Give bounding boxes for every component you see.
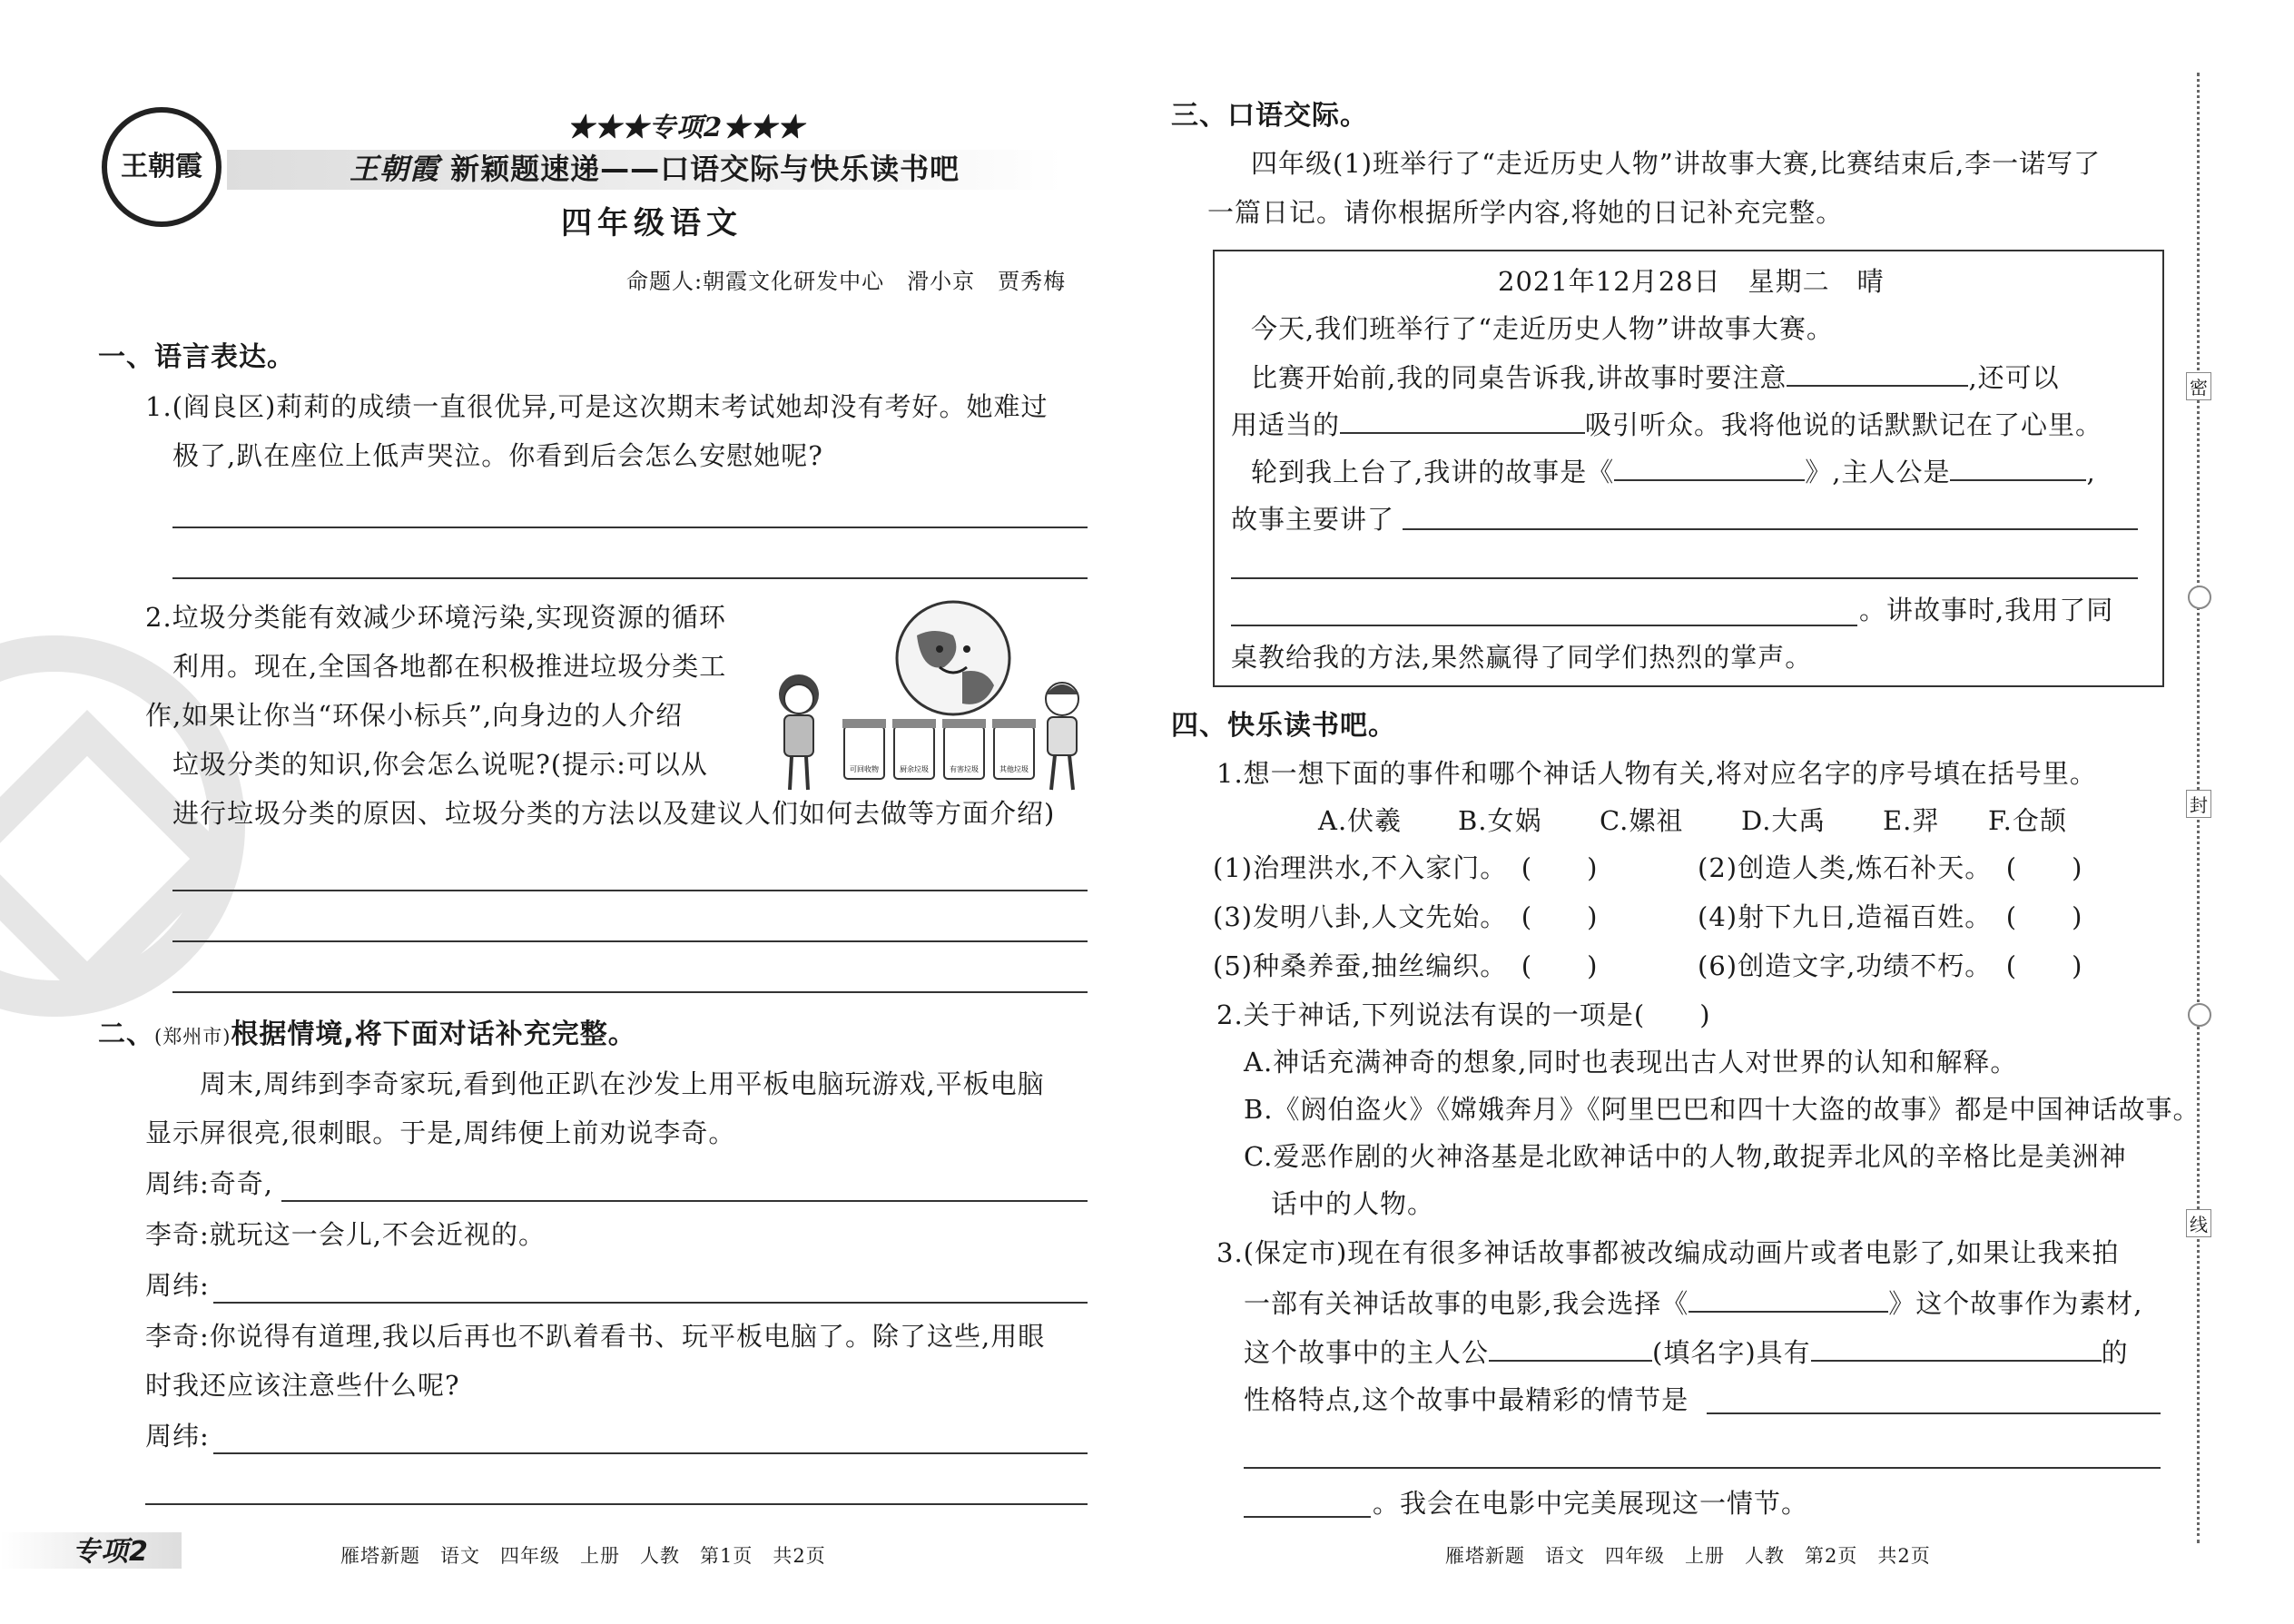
- blank[interactable]: [1489, 1333, 1652, 1362]
- reading-q3-line-1: 3.(保定市)现在有很多神话故事都被改编成动画片或者电影了,如果让我来拍: [1216, 1237, 2120, 1268]
- reading-q1: 1.想一想下面的事件和哪个神话人物有关,将对应名字的序号填在括号里。: [1216, 758, 2097, 789]
- blank[interactable]: [1811, 1333, 2102, 1362]
- answer-line[interactable]: [1231, 625, 1857, 626]
- reading-q3-line-3: 这个故事中的主人公 (填名字)具有 的: [1244, 1333, 2129, 1371]
- bin-label: 其他垃圾: [999, 765, 1029, 773]
- reading-q2-a[interactable]: A.神话充满神奇的想象,同时也表现出古人对世界的认知和解释。: [1244, 1047, 2018, 1078]
- match-6[interactable]: (6)创造文字,功绩不朽。 ( ): [1698, 950, 2083, 981]
- option-e: E.羿: [1883, 805, 1940, 836]
- answer-line[interactable]: [213, 1452, 1088, 1454]
- diary-line-8: 桌教给我的方法,果然赢得了同学们热烈的掌声。: [1231, 642, 1813, 673]
- option-b: B.女娲: [1458, 805, 1542, 836]
- s3-paragraph-2: 一篇日记。请你根据所学内容,将她的日记补充完整。: [1207, 197, 1844, 228]
- subtitle: 四年级语文: [561, 205, 743, 241]
- authors: 命题人:朝霞文化研发中心 滑小京 贾秀梅: [626, 269, 1067, 294]
- match-3[interactable]: (3)发明八卦,人文先始。 ( ): [1213, 901, 1599, 932]
- footer-series-label: 专项2: [73, 1536, 149, 1568]
- bin-label: 厨余垃圾: [900, 765, 929, 773]
- margin-tag-feng: 封: [2186, 790, 2211, 818]
- match-2[interactable]: (2)创造人类,炼石补天。 ( ): [1698, 852, 2083, 883]
- option-f: F.仓颉: [1988, 805, 2067, 836]
- binding-hole: [2188, 1003, 2211, 1027]
- q1-line-1: 1.(阎良区)莉莉的成绩一直很优异,可是这次期末考试她却没有考好。她难过: [145, 391, 1049, 422]
- s2-paragraph-1: 周末,周纬到李奇家玩,看到他正趴在沙发上用平板电脑玩游戏,平板电脑: [200, 1068, 1045, 1099]
- diary-line-3: 用适当的 吸引听众。我将他说的话默默记在了心里。: [1231, 405, 2102, 443]
- reading-q3-line-2: 一部有关神话故事的电影,我会选择《 》这个故事作为素材,: [1244, 1284, 2142, 1322]
- answer-line[interactable]: [172, 527, 1088, 528]
- q2-line-1: 2.垃圾分类能有效减少环境污染,实现资源的循环: [145, 602, 726, 633]
- option-c: C.嫘祖: [1600, 805, 1684, 836]
- dialogue-6: 周纬:: [145, 1421, 210, 1452]
- footer-page-1: 雁塔新题 语文 四年级 上册 人教 第1页 共2页: [340, 1545, 826, 1567]
- section-2-title: 二、(郑州市)根据情境,将下面对话补充完整。: [98, 1019, 636, 1050]
- section-3-title: 三、口语交际。: [1171, 100, 1368, 132]
- answer-line[interactable]: [1707, 1412, 2161, 1414]
- answer-line[interactable]: [172, 991, 1088, 993]
- page-header-title: 王朝霞 新颖题速递——口语交际与快乐读书吧: [350, 152, 960, 186]
- footer-page-2: 雁塔新题 语文 四年级 上册 人教 第2页 共2页: [1445, 1545, 1931, 1567]
- reading-q3-line-4: 性格特点,这个故事中最精彩的情节是: [1244, 1384, 1689, 1415]
- diary-line-4: 轮到我上台了,我讲的故事是《 》,主人公是 ,: [1251, 452, 2096, 490]
- section-4-title: 四、快乐读书吧。: [1171, 710, 1396, 742]
- binding-hole: [2188, 586, 2211, 609]
- option-a: A.伏羲: [1318, 805, 1403, 836]
- answer-line[interactable]: [1231, 577, 2138, 579]
- reading-q2-c1[interactable]: C.爱恶作剧的火神洛基是北欧神话中的人物,敢捉弄北风的辛格比是美洲神: [1244, 1141, 2127, 1172]
- answer-line[interactable]: [1403, 528, 2138, 530]
- diary-line-5: 故事主要讲了: [1231, 504, 1395, 535]
- q2-line-4: 垃圾分类的知识,你会怎么说呢?(提示:可以从: [172, 749, 708, 780]
- answer-line[interactable]: [281, 1200, 1088, 1202]
- margin-tag-mi: 密: [2186, 372, 2211, 400]
- option-d: D.大禹: [1741, 805, 1826, 836]
- blank[interactable]: [1614, 452, 1805, 481]
- brand-logo: [102, 107, 222, 227]
- dialogue-5: 时我还应该注意些什么呢?: [145, 1370, 460, 1401]
- blank[interactable]: [1689, 1284, 1888, 1313]
- dialogue-4: 李奇:你说得有道理,我以后再也不趴着看书、玩平板电脑了。除了这些,用眼: [145, 1321, 1046, 1352]
- blank[interactable]: [1787, 358, 1968, 387]
- reading-q2: 2.关于神话,下列说法有误的一项是( ): [1216, 999, 1711, 1030]
- bin-label: 可回收物: [850, 765, 879, 773]
- dialogue-3: 周纬:: [145, 1270, 210, 1301]
- match-4[interactable]: (4)射下九日,造福百姓。 ( ): [1698, 901, 2083, 932]
- answer-line[interactable]: [213, 1302, 1088, 1304]
- blank[interactable]: [1340, 405, 1585, 434]
- answer-line[interactable]: [1244, 1516, 1371, 1518]
- q2-line-3: 作,如果让你当“环保小标兵”,向身边的人介绍: [145, 700, 684, 731]
- match-1[interactable]: (1)治理洪水,不入家门。 ( ): [1213, 852, 1599, 883]
- answer-line[interactable]: [145, 1503, 1088, 1505]
- reading-q2-c2: 话中的人物。: [1271, 1188, 1435, 1219]
- dialogue-1: 周纬:奇奇,: [145, 1168, 273, 1199]
- recycling-illustration: [772, 599, 1098, 799]
- diary-line-1: 今天,我们班举行了“走近历史人物”讲故事大赛。: [1251, 313, 1834, 344]
- margin-tag-xian: 线: [2186, 1209, 2211, 1237]
- s2-paragraph-2: 显示屏很亮,很刺眼。于是,周纬便上前劝说李奇。: [145, 1117, 736, 1148]
- blank[interactable]: [1950, 452, 2086, 481]
- dialogue-2: 李奇:就玩这一会儿,不会近视的。: [145, 1219, 546, 1250]
- bin-label: 有害垃圾: [950, 765, 979, 773]
- section-1-title: 一、语言表达。: [98, 341, 295, 373]
- q1-line-2: 极了,趴在座位上低声哭泣。你看到后会怎么安慰她呢?: [172, 440, 823, 471]
- diary-line-2: 比赛开始前,我的同桌告诉我,讲故事时要注意 ,还可以: [1251, 358, 2060, 396]
- reading-q2-b[interactable]: B.《阏伯盗火》《嫦娥奔月》《阿里巴巴和四十大盗的故事》都是中国神话故事。: [1244, 1094, 2200, 1125]
- s3-paragraph-1: 四年级(1)班举行了“走近历史人物”讲故事大赛,比赛结束后,李一诺写了: [1251, 148, 2102, 179]
- answer-line[interactable]: [172, 890, 1088, 891]
- match-5[interactable]: (5)种桑养蚕,抽丝编织。 ( ): [1213, 950, 1599, 981]
- answer-line[interactable]: [1244, 1467, 2161, 1469]
- brand-text: 王朝霞: [121, 151, 202, 182]
- reading-q3-line-6: 。我会在电影中完美展现这一情节。: [1373, 1488, 1809, 1519]
- q2-line-5: 进行垃圾分类的原因、垃圾分类的方法以及建议人们如何去做等方面介绍): [172, 798, 1056, 829]
- diary-date: 2021年12月28日 星期二 晴: [1498, 266, 1885, 297]
- q2-line-2: 利用。现在,全国各地都在积极推进垃圾分类工: [172, 651, 727, 682]
- series-label: ★★★专项2★★★: [567, 112, 805, 143]
- answer-line[interactable]: [172, 940, 1088, 942]
- diary-line-7: 。讲故事时,我用了同: [1859, 595, 2114, 625]
- answer-line[interactable]: [172, 577, 1088, 579]
